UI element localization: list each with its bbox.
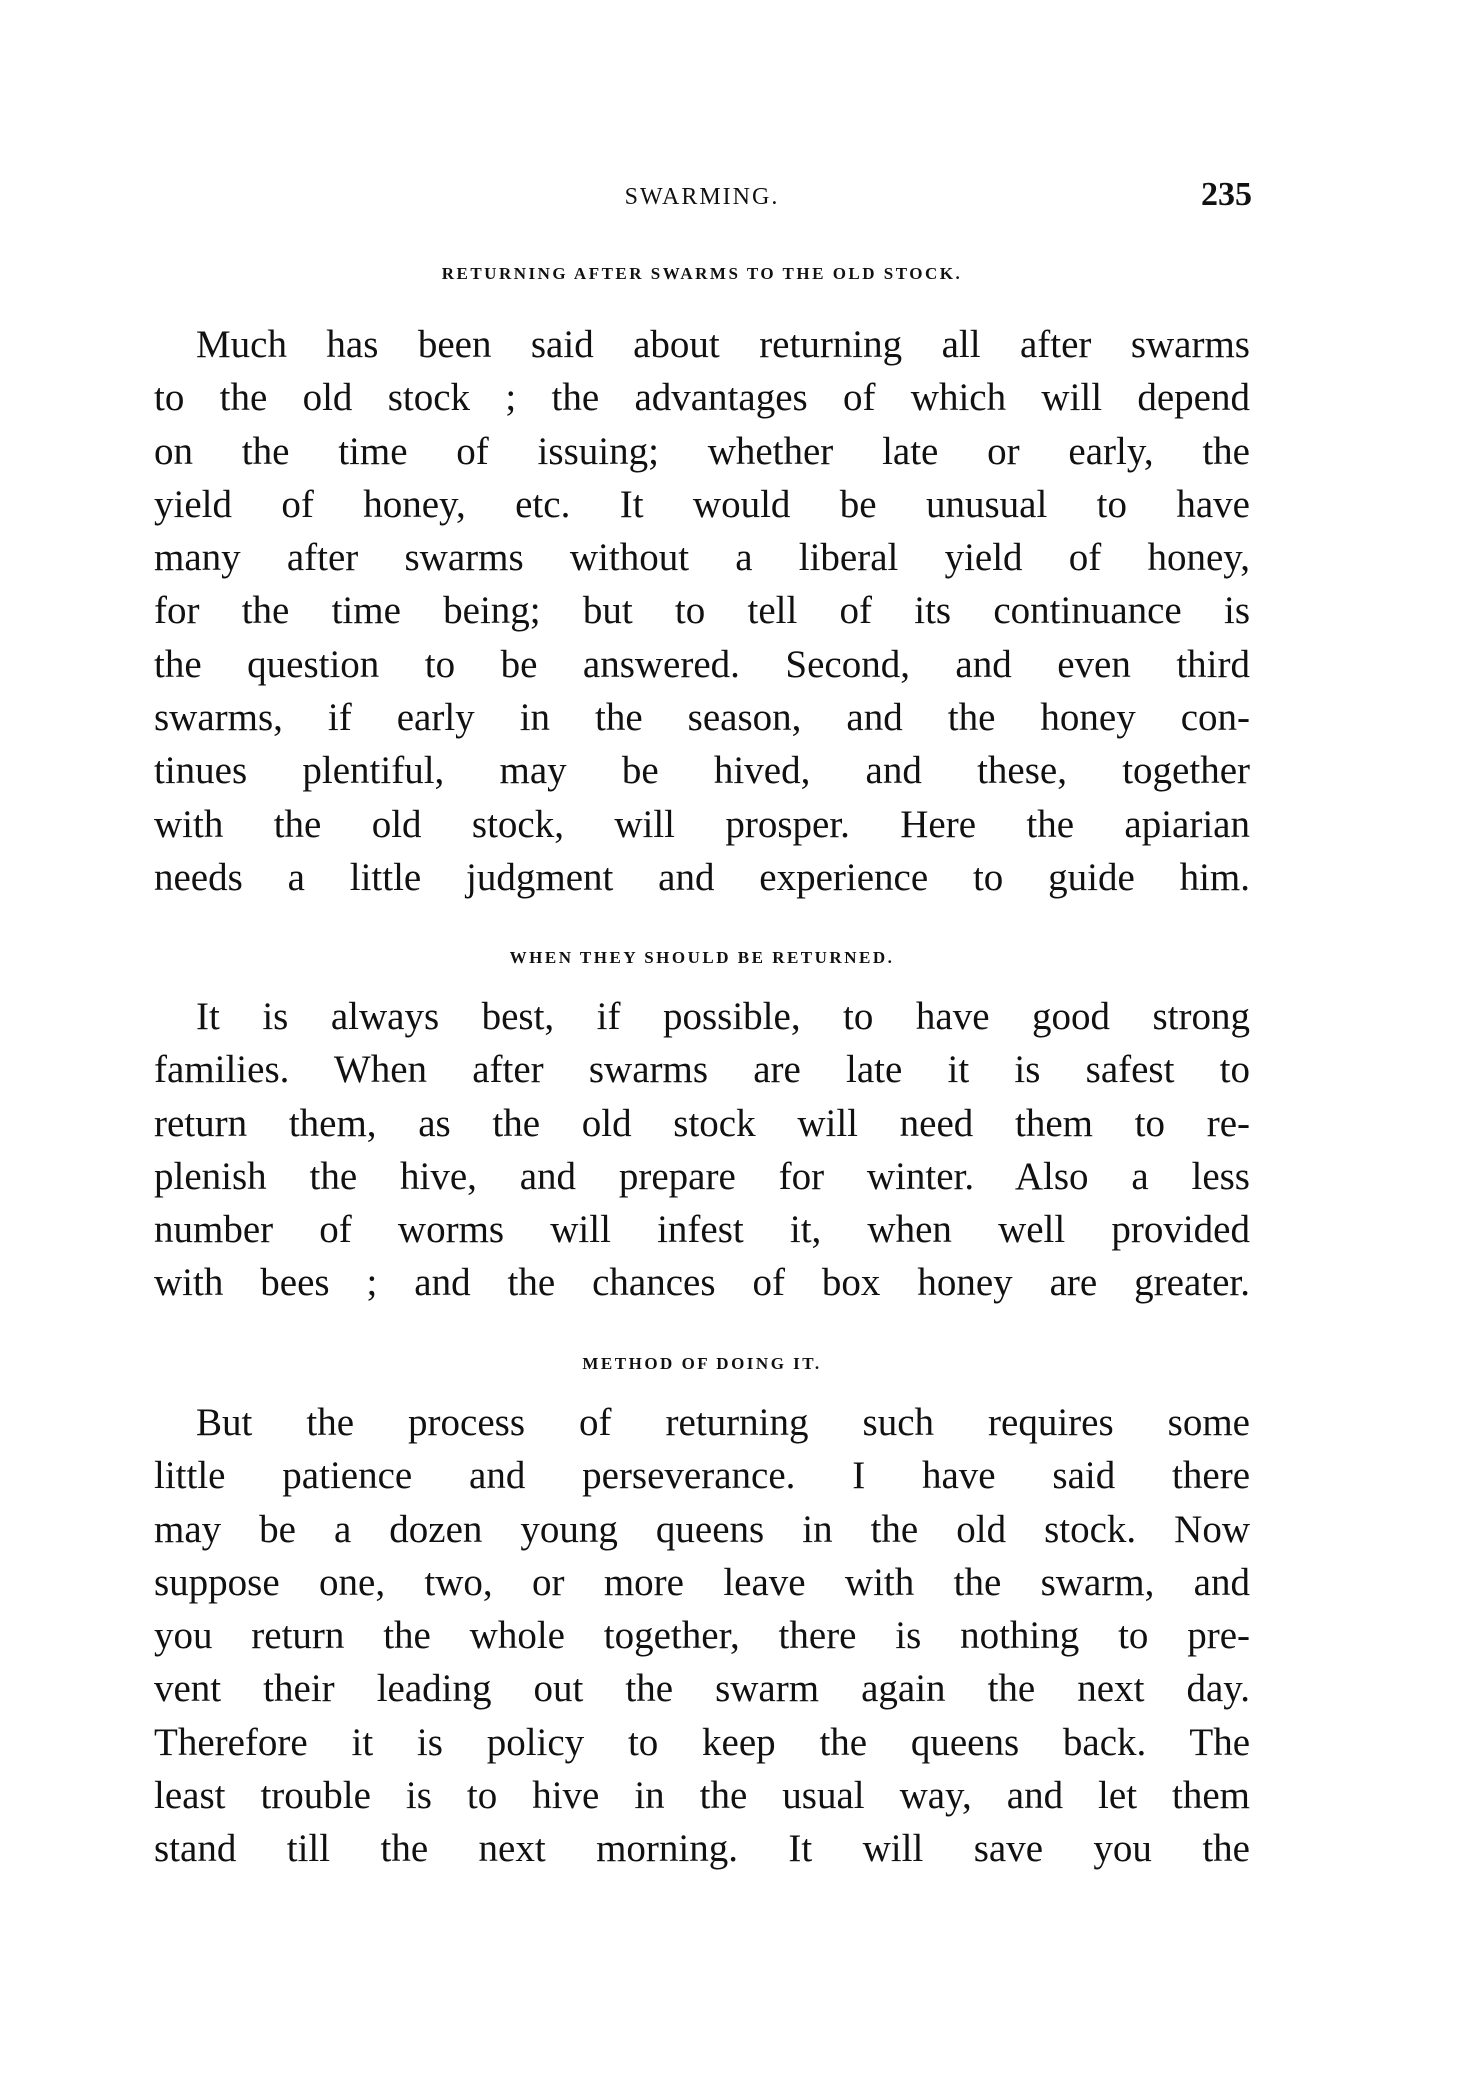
text-line: for the time being; but to tell of its continuance is bbox=[154, 589, 1250, 633]
text-line: stand till the next morning. It will save you the bbox=[154, 1827, 1250, 1871]
text-line: return them, as the old stock will need them to re- bbox=[154, 1101, 1250, 1145]
text-line: suppose one, two, or more leave with the swarm, and bbox=[154, 1560, 1250, 1604]
text-line: It is always best, if possible, to have good strong bbox=[196, 995, 1250, 1038]
text-line: with the old stock, will prosper. Here the apiarian bbox=[154, 802, 1250, 846]
text-line: yield of honey, etc. It would be unusual to have bbox=[154, 482, 1250, 526]
running-head bbox=[154, 176, 1250, 216]
text-line: little patience and perseverance. I have said there bbox=[154, 1454, 1250, 1498]
section-heading: METHOD OF DOING IT. bbox=[582, 1354, 822, 1373]
text-line: swarms, if early in the season, and the honey con- bbox=[154, 696, 1250, 740]
running-title: SWARMING. bbox=[624, 184, 780, 210]
text-line: vent their leading out the swarm again the next day. bbox=[154, 1667, 1250, 1711]
text-line: tinues plentiful, may be hived, and these, together bbox=[154, 749, 1250, 793]
paragraph bbox=[154, 990, 1250, 1310]
text-line: the question to be answered. Second, and even third bbox=[154, 642, 1250, 686]
text-line: plenish the hive, and prepare for winter. Also a less bbox=[154, 1154, 1250, 1198]
section-heading: WHEN THEY SHOULD BE RETURNED. bbox=[509, 948, 895, 967]
text-line: families. When after swarms are late it is safest to bbox=[154, 1048, 1250, 1092]
text-line: Much has been said about returning all after swarms bbox=[196, 323, 1250, 366]
section-heading: RETURNING AFTER SWARMS TO THE OLD STOCK. bbox=[441, 264, 963, 283]
text-line: may be a dozen young queens in the old stock. Now bbox=[154, 1507, 1250, 1551]
text-line: many after swarms without a liberal yield of honey, bbox=[154, 536, 1250, 580]
text-line: number of worms will infest it, when well provided bbox=[154, 1208, 1250, 1252]
text-line: least trouble is to hive in the usual way, and let them bbox=[154, 1774, 1250, 1818]
text-line: needs a little judgment and experience to guide him. bbox=[154, 855, 1250, 899]
text-line: Therefore it is policy to keep the queens back. The bbox=[154, 1720, 1250, 1764]
page-number: 235 bbox=[1201, 176, 1252, 213]
text-line: to the old stock ; the advantages of which will depend bbox=[154, 376, 1250, 420]
paragraph bbox=[154, 1396, 1250, 1876]
text-line: you return the whole together, there is nothing to pre- bbox=[154, 1614, 1250, 1658]
text-line: on the time of issuing; whether late or early, the bbox=[154, 429, 1250, 473]
text-line: But the process of returning such requires some bbox=[196, 1401, 1250, 1444]
text-line: with bees ; and the chances of box honey are greater. bbox=[154, 1261, 1250, 1305]
paragraph bbox=[154, 318, 1250, 904]
